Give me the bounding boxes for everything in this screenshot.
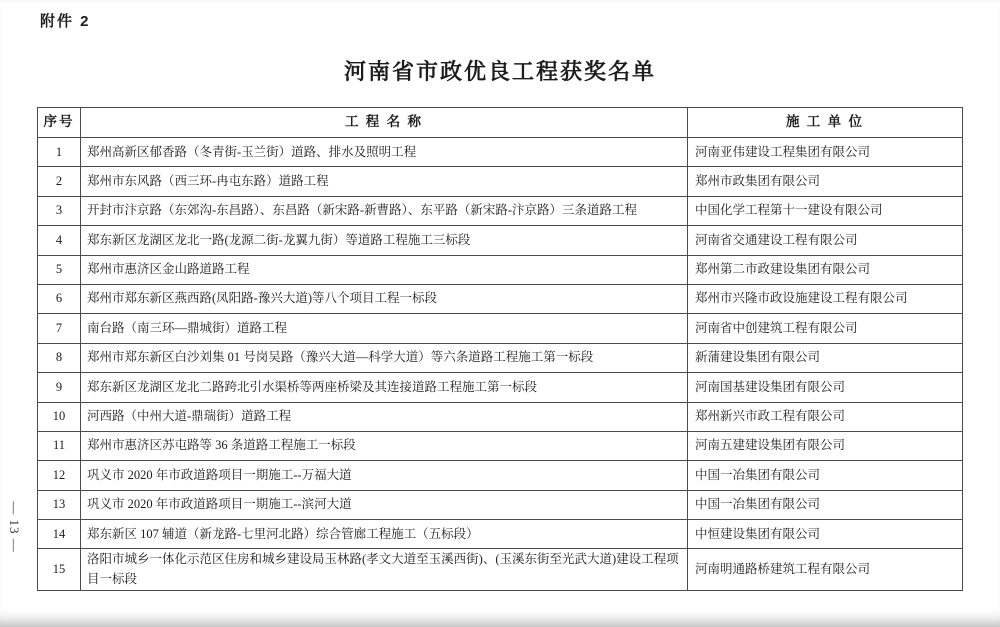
table-row [38, 431, 963, 460]
row-unit: 河南亚伟建设工程集团有限公司 [688, 138, 963, 167]
header-unit: 施 工 单 位 [688, 108, 963, 138]
table-row [38, 520, 963, 549]
row-seq: 6 [38, 284, 81, 313]
table-row [38, 373, 963, 402]
row-unit: 郑州第二市政建设集团有限公司 [688, 255, 963, 284]
row-unit: 河南省中创建筑工程有限公司 [688, 314, 963, 343]
row-project: 郑东新区龙湖区龙北一路(龙源二街-龙翼九街）等道路工程施工三标段 [81, 226, 688, 255]
table-row [38, 490, 963, 519]
row-project: 郑东新区龙湖区龙北二路跨北引水渠桥等两座桥梁及其连接道路工程施工第一标段 [81, 373, 688, 402]
row-project: 郑州市郑东新区白沙刘集 01 号岗吴路（豫兴大道—科学大道）等六条道路工程施工第一标段 [81, 343, 688, 372]
row-unit: 中国一冶集团有限公司 [688, 490, 963, 519]
page-number: — 13 — [7, 501, 22, 553]
row-seq: 5 [38, 255, 81, 284]
row-project: 河西路（中州大道-鼎瑞街）道路工程 [81, 402, 688, 431]
row-project: 开封市汴京路（东郊沟-东昌路）、东昌路（新宋路-新曹路）、东平路（新宋路-汴京路）三条道路工程 [81, 196, 688, 225]
row-seq: 8 [38, 343, 81, 372]
row-seq: 13 [38, 490, 81, 519]
row-unit: 河南明通路桥建筑工程有限公司 [688, 549, 963, 591]
table-row [38, 461, 963, 490]
row-project: 南台路（南三环—鼎城街）道路工程 [81, 314, 688, 343]
row-seq: 7 [38, 314, 81, 343]
table-row [38, 284, 963, 313]
table-row [38, 255, 963, 284]
row-seq: 2 [38, 167, 81, 196]
table-row [38, 138, 963, 167]
row-project: 巩义市 2020 年市政道路项目一期施工--万福大道 [81, 461, 688, 490]
row-unit: 河南国基建设集团有限公司 [688, 373, 963, 402]
row-seq: 15 [38, 549, 81, 591]
table-row [38, 226, 963, 255]
row-seq: 10 [38, 402, 81, 431]
table-row [38, 196, 963, 225]
table-row [38, 402, 963, 431]
row-project: 郑州市东风路（西三环-冉屯东路）道路工程 [81, 167, 688, 196]
header-project: 工 程 名 称 [81, 108, 688, 138]
row-unit: 中国一冶集团有限公司 [688, 461, 963, 490]
row-seq: 11 [38, 431, 81, 460]
row-project: 洛阳市城乡一体化示范区住房和城乡建设局玉林路(孝文大道至玉溪西街)、(玉溪东街至光武大道)建设工程项目一标段 [81, 549, 688, 591]
row-project: 郑州高新区郁香路（冬青街-玉兰街）道路、排水及照明工程 [81, 138, 688, 167]
row-project: 郑东新区 107 辅道（新龙路-七里河北路）综合管廊工程施工（五标段） [81, 520, 688, 549]
table-row [38, 549, 963, 591]
table-row [38, 343, 963, 372]
row-unit: 郑州市兴隆市政设施建设工程有限公司 [688, 284, 963, 313]
header-seq: 序号 [38, 108, 81, 138]
table-header-row [38, 108, 963, 138]
row-unit: 中国化学工程第十一建设有限公司 [688, 196, 963, 225]
row-unit: 河南五建建设集团有限公司 [688, 431, 963, 460]
row-unit: 中恒建设集团有限公司 [688, 520, 963, 549]
award-table [37, 107, 963, 591]
row-project: 郑州市惠济区金山路道路工程 [81, 255, 688, 284]
row-seq: 9 [38, 373, 81, 402]
row-unit: 郑州新兴市政工程有限公司 [688, 402, 963, 431]
table-row [38, 314, 963, 343]
row-unit: 郑州市政集团有限公司 [688, 167, 963, 196]
row-seq: 1 [38, 138, 81, 167]
row-seq: 3 [38, 196, 81, 225]
row-unit: 新蒲建设集团有限公司 [688, 343, 963, 372]
table-row [38, 167, 963, 196]
row-project: 郑州市惠济区苏屯路等 36 条道路工程施工一标段 [81, 431, 688, 460]
row-project: 巩义市 2020 年市政道路项目一期施工--滨河大道 [81, 490, 688, 519]
page-title: 河南省市政优良工程获奖名单 [343, 59, 656, 84]
row-seq: 12 [38, 461, 81, 490]
row-unit: 河南省交通建设工程有限公司 [688, 226, 963, 255]
row-seq: 4 [38, 226, 81, 255]
attachment-label: 附件 2 [40, 13, 91, 30]
row-seq: 14 [38, 520, 81, 549]
row-project: 郑州市郑东新区燕西路(凤阳路-豫兴大道)等八个项目工程一标段 [81, 284, 688, 313]
